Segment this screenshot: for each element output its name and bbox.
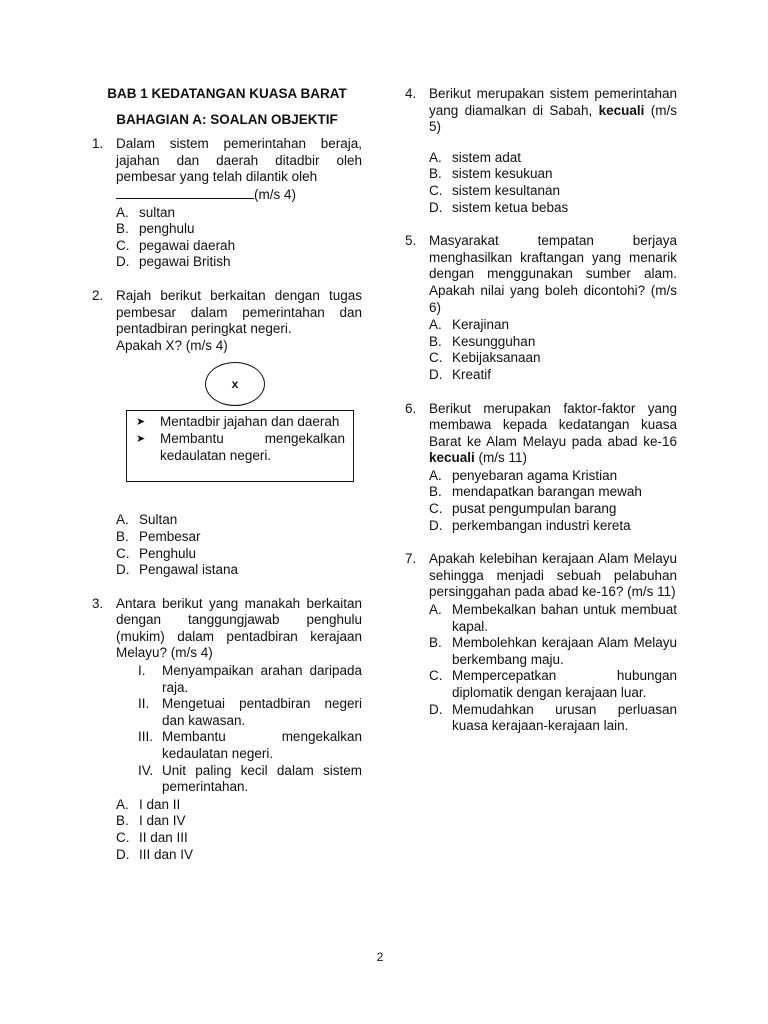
option[interactable]: A. Kerajinan: [429, 317, 510, 333]
option[interactable]: D. sistem ketua bebas: [429, 199, 569, 215]
diagram-ellipse: x: [205, 362, 265, 406]
page-number: 2: [376, 950, 384, 964]
right-column: [405, 86, 677, 752]
question-number: 5.: [405, 233, 417, 249]
chapter-title: BAB 1 KEDATANGAN KUASA BARAT: [107, 86, 347, 101]
option[interactable]: B. Pembesar: [116, 528, 201, 544]
option[interactable]: B. Membolehkan kerajaan Alam Melayu berkembang maju.: [429, 635, 677, 667]
left-column: [92, 86, 362, 880]
option[interactable]: C. Mempercepatkan hubungan diplomatik dengan kerajaan luar.: [429, 668, 677, 700]
diagram-bullet: ➤ Mentadbir jajahan dan daerah: [136, 414, 340, 430]
option[interactable]: A. penyebaran agama Kristian: [429, 467, 618, 483]
question-stem: Rajah berikut berkaitan dengan tugas pembesar dalam pemerintahan dan pentadbiran peringkat negeri.: [116, 287, 362, 337]
statement: II. Mengetuai pentadbiran negeri dan kawasan.: [138, 696, 362, 728]
diagram-bullet: ➤ Membantu mengekalkan kedaulatan negeri.: [136, 430, 345, 463]
option[interactable]: A. Sultan: [116, 512, 178, 528]
question-number: 6.: [405, 400, 417, 416]
option[interactable]: C. Kebijaksanaan: [429, 350, 541, 366]
option[interactable]: B. I dan IV: [116, 813, 186, 829]
question-6: [405, 401, 677, 535]
question-stem: Apakah kelebihan kerajaan Alam Melayu sehingga menjadi sebuah pelabuhan persinggahan pada abad ke-16? (m/s 11): [429, 551, 677, 600]
option[interactable]: C. pegawai daerah: [116, 237, 236, 253]
option[interactable]: A. I dan II: [116, 796, 181, 812]
arrow-bullet-icon: ➤: [136, 416, 146, 429]
option[interactable]: B. sistem kesukuan: [429, 166, 553, 182]
question-number: 4.: [405, 86, 417, 101]
options-list: [429, 468, 677, 534]
option[interactable]: C. II dan III: [116, 830, 188, 845]
option[interactable]: D. III dan IV: [116, 846, 194, 862]
option[interactable]: C. pusat pengumpulan barang: [429, 501, 617, 517]
question-number: 3.: [92, 595, 104, 611]
option[interactable]: C. sistem kesultanan: [429, 182, 561, 198]
question-number: 1.: [92, 136, 104, 152]
question-7: [405, 551, 677, 735]
option[interactable]: B. penghulu: [116, 221, 195, 237]
options-list: [429, 150, 677, 216]
diagram-box: [126, 410, 354, 482]
statement: I. Menyampaikan arahan daripada raja.: [138, 663, 362, 695]
statement: III. Membantu mengekalkan kedaulatan negeri.: [138, 729, 362, 762]
question-prompt: Apakah X? (m/s 4): [116, 337, 228, 353]
options-list: [116, 205, 362, 271]
question-5: [405, 233, 677, 383]
question-1: [92, 136, 362, 271]
statement-list: [116, 663, 362, 796]
option[interactable]: A. sultan: [116, 204, 176, 220]
arrow-bullet-icon: ➤: [136, 432, 146, 445]
diagram: [116, 360, 362, 506]
statement: IV. Unit paling kecil dalam sistem pemerintahan.: [138, 762, 362, 795]
question-stem: Berikut merupakan sistem pemerintahan yang diamalkan di Sabah, kecuali (m/s 5): [429, 86, 677, 135]
option[interactable]: D. Memudahkan urusan perluasan kuasa kerajaan-kerajaan lain.: [429, 701, 677, 734]
option[interactable]: D. pegawai British: [116, 254, 231, 270]
option[interactable]: B. Kesungguhan: [429, 333, 536, 349]
question-stem: Berikut merupakan faktor-faktor yang membawa kepada kedatangan kuasa Barat ke Alam Melayu pada abad ke-16 kecuali (m/s 11): [429, 400, 677, 466]
section-title: BAHAGIAN A: SOALAN OBJEKTIF: [116, 111, 338, 127]
option[interactable]: A. sistem adat: [429, 149, 522, 165]
option[interactable]: B. mendapatkan barangan mewah: [429, 484, 642, 500]
question-number: 2.: [92, 287, 104, 303]
options-list: [116, 797, 362, 863]
question-stem: Antara berikut yang manakah berkaitan dengan tanggungjawab penghulu (mukim) dalam pentadbiran kerajaan Melayu? (m/s 4): [116, 595, 362, 661]
option[interactable]: C. Penghulu: [116, 545, 197, 561]
question-stem: Masyarakat tempatan berjaya menghasilkan kraftangan yang menarik dengan menggunakan sumber alam. Apakah nilai yang boleh dicontohi? (m/s 6): [429, 233, 677, 315]
question-3: [92, 596, 362, 864]
option[interactable]: D. Pengawal istana: [116, 562, 239, 578]
question-number: 7.: [405, 551, 417, 567]
options-list: [429, 317, 677, 383]
question-4: [405, 86, 677, 216]
option[interactable]: D. Kreatif: [429, 366, 492, 382]
question-2: [92, 288, 362, 579]
question-stem: Dalam sistem pemerintahan beraja, jajahan dan daerah ditadbir oleh pembesar yang telah dilantik oleh (m/s 4): [116, 136, 362, 202]
answer-blank: [116, 186, 254, 199]
options-list: [116, 512, 362, 578]
options-list: [429, 602, 677, 735]
option[interactable]: D. perkembangan industri kereta: [429, 517, 631, 533]
option[interactable]: A. Membekalkan bahan untuk membuat kapal.: [429, 602, 677, 634]
